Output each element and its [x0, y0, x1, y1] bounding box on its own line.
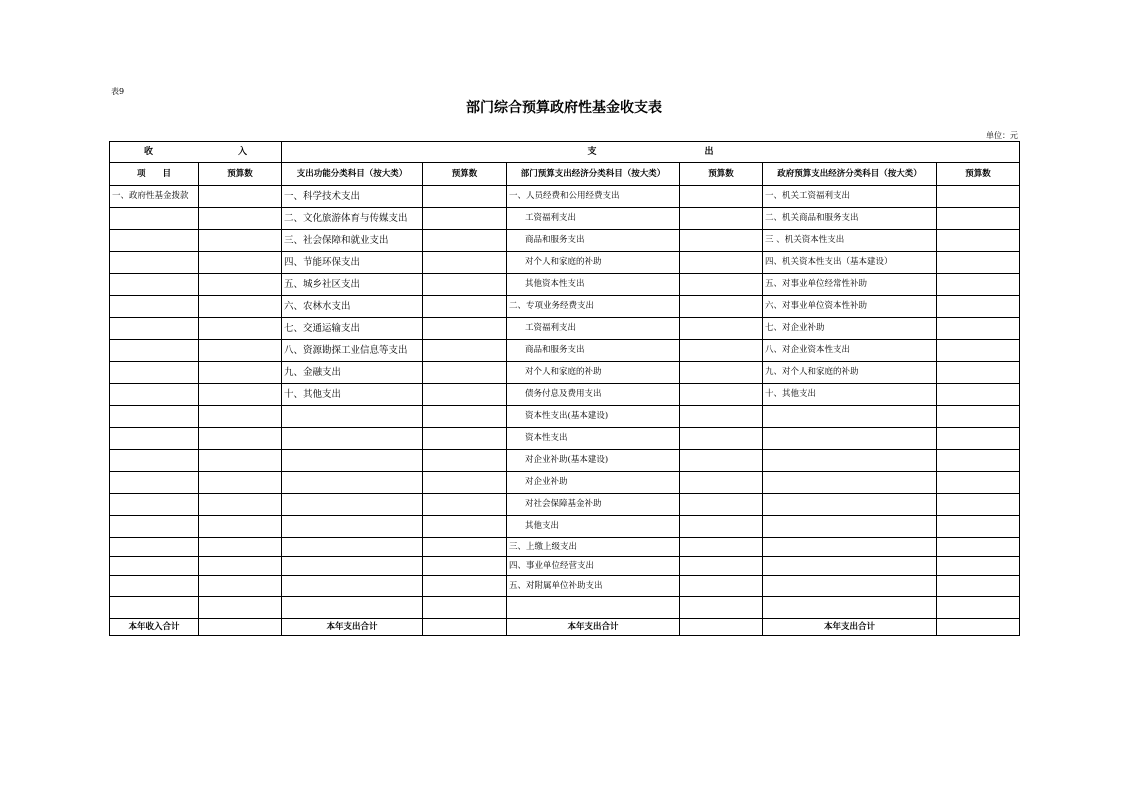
- cell-func-category: [282, 538, 423, 557]
- cell-gov-amount: [937, 494, 1020, 516]
- cell-gov-category: [763, 428, 937, 450]
- cell-func-amount: [423, 557, 507, 576]
- cell-income-item: [110, 576, 199, 597]
- cell-gov-category: [763, 538, 937, 557]
- cell-func-category: 七、交通运输支出: [282, 318, 423, 340]
- cell-gov-category: [763, 576, 937, 597]
- expense-group-header: [282, 142, 1020, 163]
- cell-gov-category: [763, 406, 937, 428]
- cell-gov-amount: [937, 186, 1020, 208]
- cell-func-category: 一、科学技术支出: [282, 186, 423, 208]
- income-group-char: 入: [238, 146, 248, 157]
- cell-income-amount: [199, 576, 282, 597]
- cell-income-amount: [199, 384, 282, 406]
- table-row: [110, 274, 1020, 296]
- col-header-income-amount: 预算数: [199, 163, 282, 186]
- table-header: [110, 142, 1020, 186]
- cell-func-category: [282, 494, 423, 516]
- cell-func-amount: [423, 208, 507, 230]
- cell-func-amount: [423, 362, 507, 384]
- cell-dept-category: 工资福利支出: [507, 208, 680, 230]
- cell-income-item: [110, 450, 199, 472]
- cell-dept-category: 一、人员经费和公用经费支出: [507, 186, 680, 208]
- cell-dept-amount: [680, 274, 763, 296]
- cell-gov-amount: [937, 318, 1020, 340]
- cell-income-item: 一、政府性基金拨款: [110, 186, 199, 208]
- cell-func-category: 五、城乡社区支出: [282, 274, 423, 296]
- cell-income-amount: [199, 472, 282, 494]
- cell-income-item: [110, 340, 199, 362]
- cell-dept-category: 对个人和家庭的补助: [507, 252, 680, 274]
- cell-func-category: 四、节能环保支出: [282, 252, 423, 274]
- table-row: [110, 406, 1020, 428]
- table-row: [110, 538, 1020, 557]
- total-gov-amount: [937, 619, 1020, 636]
- cell-income-item: [110, 406, 199, 428]
- cell-gov-category: [763, 450, 937, 472]
- cell-gov-amount: [937, 252, 1020, 274]
- table-row: [110, 472, 1020, 494]
- cell-dept-amount: [680, 230, 763, 252]
- cell-func-amount: [423, 494, 507, 516]
- col-header-gov-category: 政府预算支出经济分类科目（按大类）: [763, 163, 937, 186]
- expense-group-char: 出: [704, 146, 714, 157]
- cell-func-category: 六、农林水支出: [282, 296, 423, 318]
- cell-gov-category: [763, 597, 937, 619]
- cell-dept-category: 五、对附属单位补助支出: [507, 576, 680, 597]
- cell-func-amount: [423, 428, 507, 450]
- cell-func-amount: [423, 406, 507, 428]
- cell-gov-amount: [937, 516, 1020, 538]
- total-func-amount: [423, 619, 507, 636]
- cell-gov-amount: [937, 450, 1020, 472]
- cell-gov-amount: [937, 362, 1020, 384]
- cell-func-category: 二、文化旅游体育与传媒支出: [282, 208, 423, 230]
- cell-income-amount: [199, 230, 282, 252]
- col-header-dept-category: 部门预算支出经济分类科目（按大类）: [507, 163, 680, 186]
- cell-income-item: [110, 362, 199, 384]
- cell-dept-amount: [680, 557, 763, 576]
- cell-func-amount: [423, 274, 507, 296]
- cell-gov-amount: [937, 208, 1020, 230]
- cell-gov-category: 四、机关资本性支出（基本建设）: [763, 252, 937, 274]
- cell-dept-category: [507, 597, 680, 619]
- cell-income-item: [110, 274, 199, 296]
- cell-dept-category: 对社会保障基金补助: [507, 494, 680, 516]
- total-gov-label: 本年支出合计: [763, 619, 937, 636]
- column-header-row: [110, 163, 1020, 186]
- cell-gov-amount: [937, 384, 1020, 406]
- cell-dept-amount: [680, 538, 763, 557]
- page-title: 部门综合预算政府性基金收支表: [466, 100, 662, 116]
- unit-label: 单位：元: [986, 131, 1018, 140]
- total-income-amount: [199, 619, 282, 636]
- cell-func-category: 三、社会保障和就业支出: [282, 230, 423, 252]
- cell-dept-amount: [680, 186, 763, 208]
- cell-dept-amount: [680, 296, 763, 318]
- cell-dept-amount: [680, 450, 763, 472]
- col-header-income-item: 项 目: [110, 163, 199, 186]
- cell-dept-category: 资本性支出: [507, 428, 680, 450]
- cell-dept-category: 资本性支出(基本建设): [507, 406, 680, 428]
- cell-gov-amount: [937, 406, 1020, 428]
- table-row: [110, 494, 1020, 516]
- table-row: [110, 450, 1020, 472]
- cell-func-category: [282, 406, 423, 428]
- col-header-func-amount: 预算数: [423, 163, 507, 186]
- cell-gov-amount: [937, 340, 1020, 362]
- cell-func-amount: [423, 318, 507, 340]
- total-dept-label: 本年支出合计: [507, 619, 680, 636]
- cell-dept-amount: [680, 428, 763, 450]
- cell-gov-amount: [937, 230, 1020, 252]
- total-dept-amount: [680, 619, 763, 636]
- cell-func-category: [282, 450, 423, 472]
- table-row: [110, 557, 1020, 576]
- cell-dept-amount: [680, 406, 763, 428]
- col-header-func-category: 支出功能分类科目（按大类）: [282, 163, 423, 186]
- cell-dept-amount: [680, 252, 763, 274]
- cell-gov-category: 九、对个人和家庭的补助: [763, 362, 937, 384]
- table-row: [110, 362, 1020, 384]
- cell-income-amount: [199, 274, 282, 296]
- cell-income-amount: [199, 557, 282, 576]
- cell-income-item: [110, 472, 199, 494]
- cell-dept-category: 二、专项业务经费支出: [507, 296, 680, 318]
- table-row: [110, 252, 1020, 274]
- cell-gov-amount: [937, 296, 1020, 318]
- cell-income-amount: [199, 186, 282, 208]
- cell-func-category: [282, 597, 423, 619]
- cell-income-item: [110, 296, 199, 318]
- cell-dept-category: 四、事业单位经营支出: [507, 557, 680, 576]
- table-row: [110, 230, 1020, 252]
- cell-dept-amount: [680, 340, 763, 362]
- cell-func-amount: [423, 538, 507, 557]
- cell-income-amount: [199, 208, 282, 230]
- cell-income-amount: [199, 362, 282, 384]
- income-group-label: [110, 148, 281, 157]
- cell-income-item: [110, 597, 199, 619]
- cell-dept-category: 商品和服务支出: [507, 230, 680, 252]
- cell-func-amount: [423, 384, 507, 406]
- table-footer: [110, 619, 1020, 636]
- cell-income-amount: [199, 494, 282, 516]
- cell-gov-category: [763, 516, 937, 538]
- cell-income-item: [110, 252, 199, 274]
- table-row: [110, 576, 1020, 597]
- cell-gov-amount: [937, 274, 1020, 296]
- col-header-dept-amount: 预算数: [680, 163, 763, 186]
- cell-dept-category: 工资福利支出: [507, 318, 680, 340]
- cell-func-category: 八、资源勘探工业信息等支出: [282, 340, 423, 362]
- cell-income-item: [110, 428, 199, 450]
- table-row: [110, 186, 1020, 208]
- cell-income-item: [110, 538, 199, 557]
- totals-row: [110, 619, 1020, 636]
- cell-income-item: [110, 208, 199, 230]
- cell-gov-amount: [937, 538, 1020, 557]
- group-header-row: [110, 142, 1020, 163]
- cell-func-amount: [423, 340, 507, 362]
- cell-dept-amount: [680, 384, 763, 406]
- budget-table: [109, 141, 1020, 636]
- cell-func-amount: [423, 186, 507, 208]
- cell-gov-category: 五、对事业单位经常性补助: [763, 274, 937, 296]
- table-row: [110, 208, 1020, 230]
- cell-income-amount: [199, 597, 282, 619]
- cell-dept-category: 商品和服务支出: [507, 340, 680, 362]
- cell-dept-amount: [680, 318, 763, 340]
- cell-gov-category: 三 、机关资本性支出: [763, 230, 937, 252]
- cell-income-amount: [199, 252, 282, 274]
- cell-dept-amount: [680, 472, 763, 494]
- cell-income-amount: [199, 318, 282, 340]
- table-body: [110, 186, 1020, 619]
- total-income-label: 本年收入合计: [110, 619, 199, 636]
- cell-income-amount: [199, 296, 282, 318]
- cell-gov-category: 十、其他支出: [763, 384, 937, 406]
- cell-gov-amount: [937, 428, 1020, 450]
- cell-func-amount: [423, 472, 507, 494]
- expense-group-char: 支: [587, 146, 597, 157]
- cell-dept-category: 其他资本性支出: [507, 274, 680, 296]
- cell-func-category: [282, 576, 423, 597]
- cell-gov-category: 二、机关商品和服务支出: [763, 208, 937, 230]
- cell-dept-amount: [680, 597, 763, 619]
- cell-income-item: [110, 494, 199, 516]
- cell-dept-category: 对个人和家庭的补助: [507, 362, 680, 384]
- cell-dept-category: 其他支出: [507, 516, 680, 538]
- cell-func-amount: [423, 597, 507, 619]
- cell-income-item: [110, 318, 199, 340]
- cell-func-category: 十、其他支出: [282, 384, 423, 406]
- cell-dept-amount: [680, 208, 763, 230]
- cell-gov-category: 七、对企业补助: [763, 318, 937, 340]
- cell-func-category: [282, 516, 423, 538]
- cell-func-amount: [423, 230, 507, 252]
- table-row: [110, 296, 1020, 318]
- cell-income-amount: [199, 450, 282, 472]
- cell-func-category: [282, 557, 423, 576]
- cell-func-category: [282, 428, 423, 450]
- cell-income-item: [110, 230, 199, 252]
- cell-dept-category: 三、上缴上级支出: [507, 538, 680, 557]
- table-row: [110, 340, 1020, 362]
- table-row: [110, 384, 1020, 406]
- cell-income-item: [110, 384, 199, 406]
- cell-dept-category: 债务付息及费用支出: [507, 384, 680, 406]
- cell-income-amount: [199, 428, 282, 450]
- cell-gov-amount: [937, 557, 1020, 576]
- cell-gov-amount: [937, 576, 1020, 597]
- cell-func-category: 九、金融支出: [282, 362, 423, 384]
- cell-dept-amount: [680, 494, 763, 516]
- table-number: 表9: [111, 87, 125, 96]
- cell-gov-category: 一、机关工资福利支出: [763, 186, 937, 208]
- col-header-gov-amount: 预算数: [937, 163, 1020, 186]
- cell-income-item: [110, 557, 199, 576]
- cell-income-amount: [199, 538, 282, 557]
- cell-func-amount: [423, 576, 507, 597]
- cell-gov-category: [763, 472, 937, 494]
- cell-gov-amount: [937, 597, 1020, 619]
- income-group-char: 收: [143, 146, 153, 157]
- table-row: [110, 516, 1020, 538]
- cell-gov-category: [763, 557, 937, 576]
- table-row: [110, 597, 1020, 619]
- cell-func-amount: [423, 252, 507, 274]
- table-row: [110, 428, 1020, 450]
- cell-func-amount: [423, 296, 507, 318]
- cell-income-amount: [199, 516, 282, 538]
- expense-group-label: [282, 148, 1019, 157]
- cell-dept-amount: [680, 516, 763, 538]
- cell-gov-category: 八、对企业资本性支出: [763, 340, 937, 362]
- cell-gov-amount: [937, 472, 1020, 494]
- cell-dept-amount: [680, 576, 763, 597]
- cell-dept-category: 对企业补助(基本建设): [507, 450, 680, 472]
- cell-dept-amount: [680, 362, 763, 384]
- cell-income-item: [110, 516, 199, 538]
- cell-income-amount: [199, 340, 282, 362]
- cell-func-category: [282, 472, 423, 494]
- income-group-header: [110, 142, 282, 163]
- total-func-label: 本年支出合计: [282, 619, 423, 636]
- table-row: [110, 318, 1020, 340]
- cell-income-amount: [199, 406, 282, 428]
- cell-func-amount: [423, 516, 507, 538]
- cell-dept-category: 对企业补助: [507, 472, 680, 494]
- cell-gov-category: [763, 494, 937, 516]
- cell-func-amount: [423, 450, 507, 472]
- cell-gov-category: 六、对事业单位资本性补助: [763, 296, 937, 318]
